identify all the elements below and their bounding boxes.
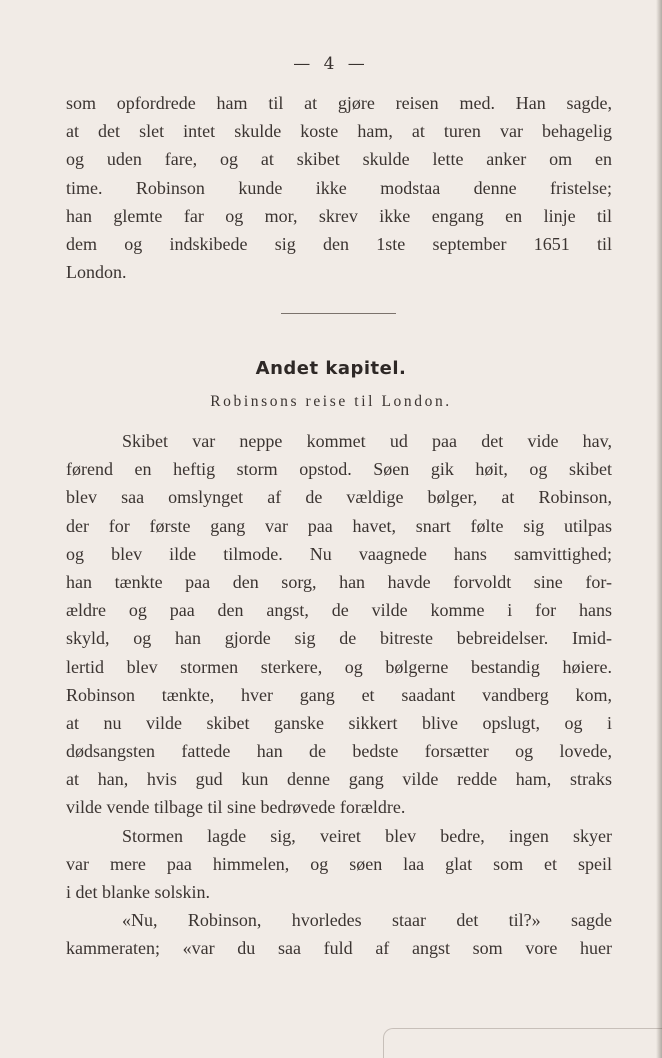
- section-divider: [281, 313, 396, 314]
- page-number: — 4 —: [293, 54, 369, 74]
- paragraph-1: [66, 89, 612, 286]
- text-line: førend en heftig storm opstod. Søen gik høit, og skibet: [66, 459, 612, 480]
- text-line: dødsangsten fattede han de bedste forsætter og lovede,: [66, 741, 612, 762]
- text-line: der for første gang var paa havet, snart følte sig utilpas: [66, 515, 612, 536]
- paragraph-3: [66, 822, 612, 907]
- text-line: Stormen lagde sig, veiret blev bedre, ingen skyer: [122, 826, 612, 846]
- text-line: vilde vende tilbage til sine bedrøvede forældre.: [66, 797, 406, 818]
- text-line: Robinson tænkte, hver gang et saadant vandberg kom,: [66, 684, 612, 705]
- text-line: «Nu, Robinson, hvorledes staar det til?» sagde: [122, 910, 612, 930]
- text-line: at han, hvis gud kun denne gang vilde redde ham, straks: [66, 769, 612, 790]
- text-line: dem og indskibede sig den 1ste september 1651 til: [66, 233, 612, 254]
- text-line: at det slet intet skulde koste ham, at turen var behagelig: [66, 121, 612, 142]
- text-line: var mere paa himmelen, og søen laa glat som et speil: [66, 854, 612, 875]
- text-line: skyld, og han gjorde sig de bitreste bebreidelser. Imid-: [66, 628, 612, 649]
- text-line: og blev ilde tilmode. Nu vaagnede hans samvittighed;: [66, 543, 612, 564]
- text-line: London.: [66, 262, 127, 283]
- text-line: han glemte far og mor, skrev ikke engang en linje til: [66, 205, 612, 226]
- paragraph-2: [66, 427, 612, 822]
- text-line: som opfordrede ham til at gjøre reisen med. Han sagde,: [66, 93, 612, 113]
- text-line: at nu vilde skibet ganske sikkert blive opslugt, og i: [66, 712, 612, 733]
- text-line: lertid blev stormen sterkere, og bølgerne bestandig høiere.: [66, 656, 612, 677]
- text-line: time. Robinson kunde ikke modstaa denne fristelse;: [66, 177, 612, 198]
- text-line: i det blanke solskin.: [66, 882, 210, 903]
- text-line: ældre og paa den angst, de vilde komme i for hans: [66, 600, 612, 621]
- text-line: Skibet var neppe kommet ud paa det vide hav,: [122, 431, 612, 451]
- page-edge-shadow: [656, 0, 662, 1058]
- text-line: kammeraten; «var du saa fuld af angst som vore huer: [66, 938, 612, 959]
- text-line: blev saa omslynget af de vældige bølger, at Robinson,: [66, 487, 612, 508]
- text-line: og uden fare, og at skibet skulde lette anker om en: [66, 149, 612, 170]
- chapter-subtitle: Robinsons reise til London.: [210, 393, 452, 410]
- paragraph-4: [66, 906, 612, 962]
- chapter-title: Andet kapitel.: [255, 358, 407, 379]
- page-corner-mark: [383, 1028, 662, 1058]
- text-line: han tænkte paa den sorg, han havde forvoldt sine for-: [66, 571, 612, 592]
